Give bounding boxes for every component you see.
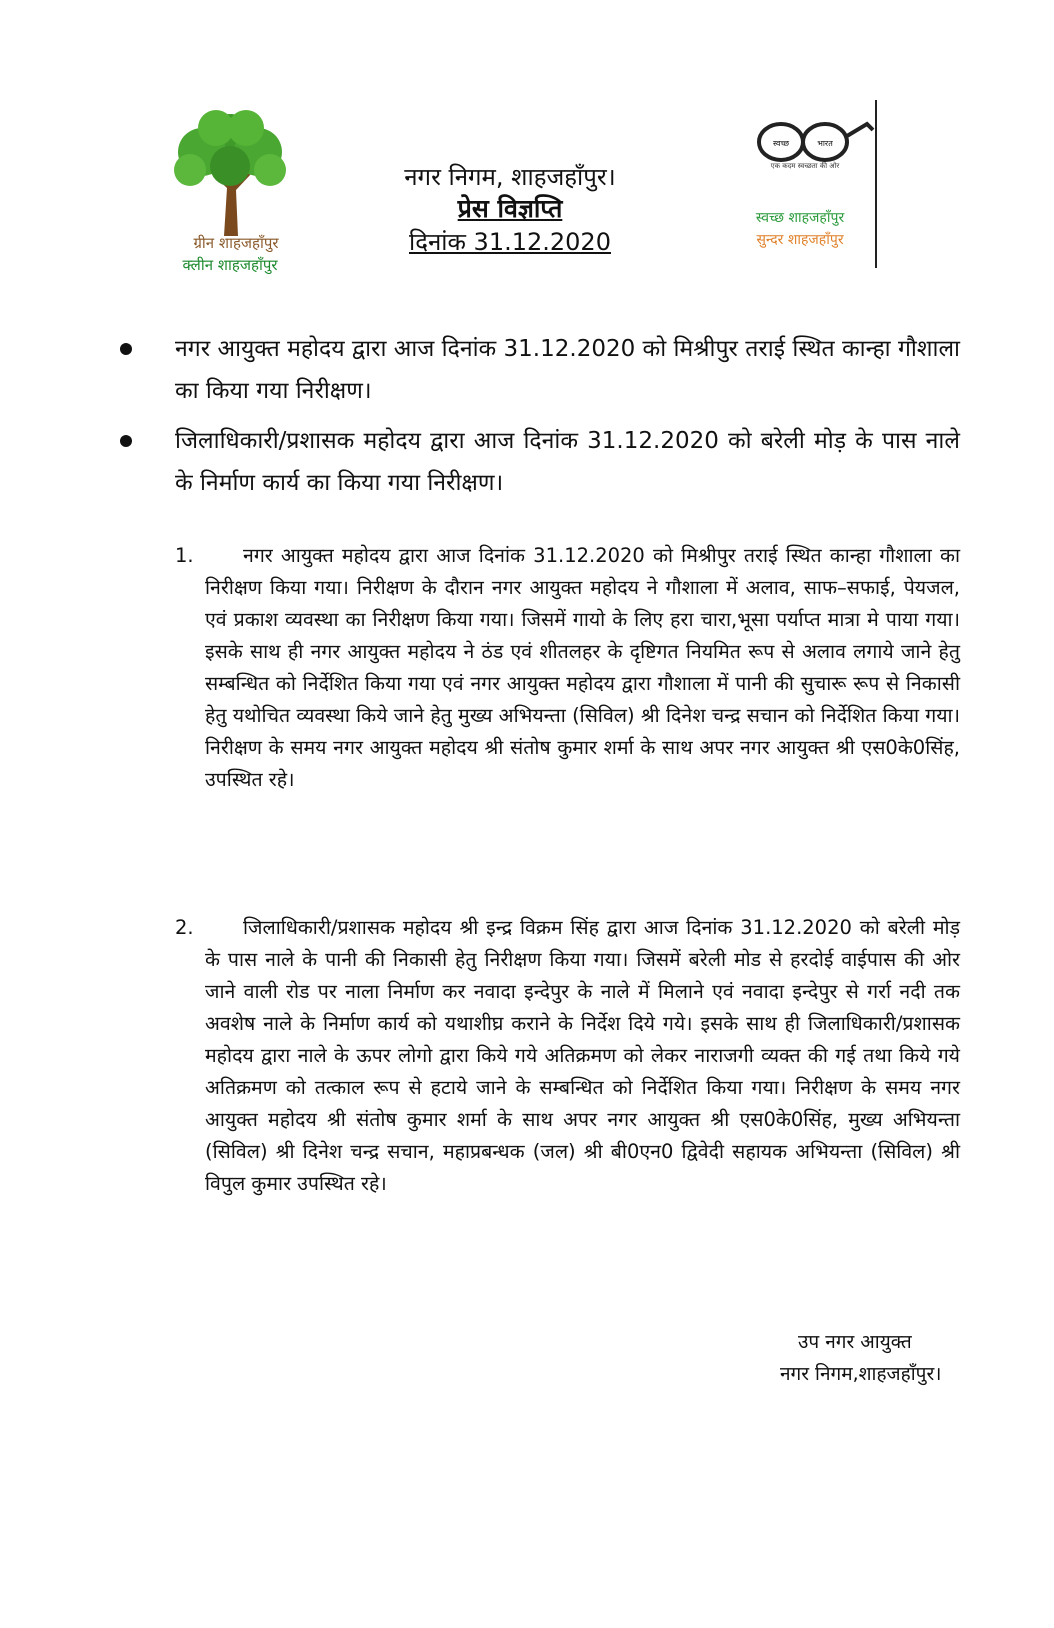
paragraph-text: नगर आयुक्त महोदय द्वारा आज दिनांक 31.12.2020 को मिश्रीपुर तराई स्थित कान्हा गौशाला का निरीक्षण किया गया। निरीक्षण के दौरान नगर आयुक्त महोदय ने गौशाला में अलाव, साफ–सफाई, पेयजल, एवं प्रकाश व्यवस्था का निरीक्षण किया गया। जिसमें गायो के लिए हरा चारा,भूसा पर्याप्त मात्रा मे पाया गया। इसके साथ ही नगर आयुक्त महोदय ने ठंड एवं शीतलहर के दृष्टिगत नियमित रूप से अलाव लगाये जाने हेतु सम्बन्धित को निर्देशित किया गया एवं नगर आयुक्त महोदय द्वारा गौशाला में पानी की सुचारू रूप से निकासी हेतु यथोचित व्यवस्था किये जाने हेतु मुख्य अभियन्ता (सिविल) श्री दिनेश चन्द्र सचान को निर्देशित किया गया। निरीक्षण के समय नगर आयुक्त महोदय श्री संतोष कुमार शर्मा के साथ अपर नगर आयुक्त श्री एस0के0सिंह, उपस्थित रहे। xyxy=(205,544,960,791)
bullet-icon xyxy=(120,435,132,447)
green-shahjahanpur-logo xyxy=(160,108,300,278)
document-date: दिनांक 31.12.2020 xyxy=(409,228,611,256)
bullet-item xyxy=(120,328,970,418)
numbered-paragraph xyxy=(175,912,960,1282)
tree-icon xyxy=(172,108,288,236)
numbered-paragraph xyxy=(175,540,960,880)
paragraph-text: जिलाधिकारी/प्रशासक महोदय श्री इन्द्र विक्रम सिंह द्वारा आज दिनांक 31.12.2020 को बरेली मोड़ के पास नाले के पानी की निकासी हेतु निरीक्षण किया गया। जिसमें बरेली मोड से हरदोई वाईपास की ओर जाने वाली रोड पर नाला निर्माण कर नवादा इन्देपुर के नाले में मिलाने एवं नवादा इन्देपुर से गर्रा नदी तक अवशेष नाले के निर्माण कार्य को यथाशीघ्र कराने के निर्देश दिये गये। इसके साथ ही जिलाधिकारी/प्रशासक महोदय द्वारा नाले के ऊपर लोगो द्वारा किये गये अतिक्रमण को लेकर नाराजगी व्यक्त की गई तथा किये गये अतिक्रमण को तत्काल रूप से हटाये जाने के सम्बन्धित को निर्देशित किया गया। निरीक्षण के समय नगर आयुक्त महोदय श्री संतोष कुमार शर्मा के साथ अपर नगर आयुक्त श्री एस0के0सिंह, मुख्य अभियन्ता (सिविल) श्री दिनेश चन्द्र सचान, महाप्रबन्धक (जल) श्री बी0एन0 द्विवेदी सहायक अभियन्ता (सिविल) श्री विपुल कुमार उपस्थित रहे। xyxy=(205,916,960,1195)
lens-right-text: भारत xyxy=(817,139,833,148)
bullet-text: नगर आयुक्त महोदय द्वारा आज दिनांक 31.12.2020 को मिश्रीपुर तराई स्थित कान्हा गौशाला का किया गया निरीक्षण। xyxy=(175,336,960,404)
right-logo-line2: सुन्दर शाहजहाँपुर xyxy=(756,232,844,248)
right-logo-line1: स्वच्छ शाहजहाँपुर xyxy=(755,210,845,226)
swachh-bharat-logo xyxy=(755,100,885,275)
right-logo-tagline: एक कदम स्वच्छता की ओर xyxy=(770,162,840,170)
bullet-item xyxy=(120,420,970,510)
document-header xyxy=(330,162,690,258)
paragraph-number: 2. xyxy=(175,916,194,939)
bullet-text: जिलाधिकारी/प्रशासक महोदय द्वारा आज दिनांक 31.12.2020 को बरेली मोड़ के पास नाले के निर्माण कार्य का किया गया निरीक्षण। xyxy=(175,428,960,496)
header-divider xyxy=(875,100,877,268)
document-title: प्रेस विज्ञप्ति xyxy=(457,194,563,223)
organization-name: नगर निगम, शाहजहाँपुर। xyxy=(404,163,616,191)
paragraph-number: 1. xyxy=(175,544,194,567)
left-logo-line2: क्लीन शाहजहाँपुर xyxy=(182,256,278,274)
lens-left-text: स्वच्छ xyxy=(772,139,790,148)
signature-block xyxy=(780,1326,970,1390)
signatory-office: नगर निगम,शाहजहाँपुर। xyxy=(780,1363,942,1385)
left-logo-line1: ग्रीन शाहजहाँपुर xyxy=(193,234,279,252)
signatory-designation: उप नगर आयुक्त xyxy=(798,1331,912,1353)
spectacles-icon xyxy=(755,118,875,168)
bullet-icon xyxy=(120,343,132,355)
